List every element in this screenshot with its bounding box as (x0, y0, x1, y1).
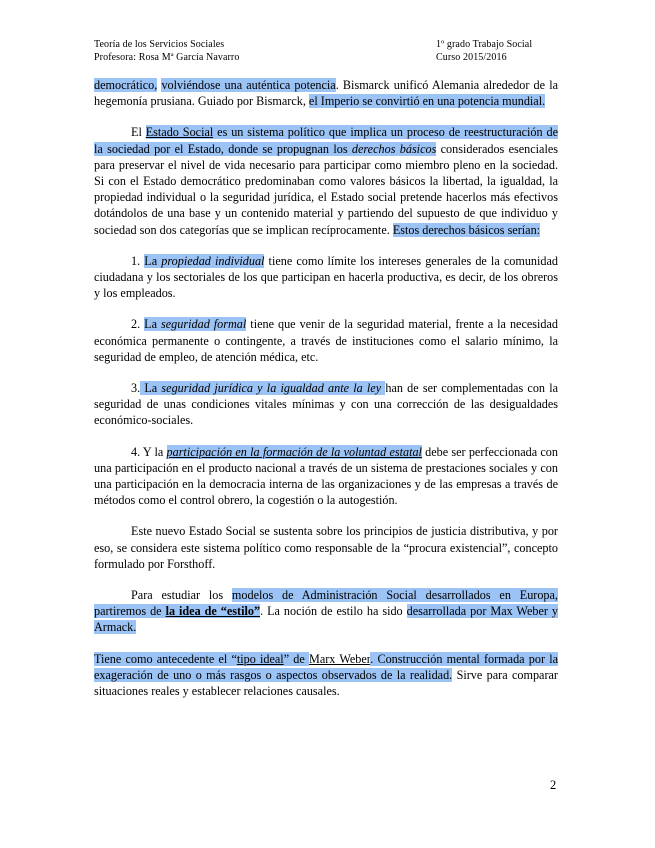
header-left (94, 38, 239, 64)
text: . Bismarck unificó Alemania alrededor de la hegemonía prusiana. Guiado por Bismarck, (94, 78, 559, 109)
professor-name: Profesora: Rosa Mª García Navarro (94, 52, 240, 63)
highlight: desarrollada por Max Weber y Armack. (94, 604, 558, 635)
text: han de ser complementadas con la seguridad de unas condiciones vitales mínimas y con una corrección de las desigualdades económico-sociales. (94, 381, 559, 428)
list-item-1 (94, 253, 558, 302)
highlight: ” de (283, 651, 309, 666)
paragraph-1 (94, 77, 558, 109)
author-name: Marx Weber (309, 651, 371, 666)
document-body (94, 77, 558, 714)
highlight: el Imperio se convirtió en una potencia mundial. (308, 94, 546, 109)
text: Sirve para comparar situaciones reales y establecer relaciones causales. (94, 667, 558, 699)
highlight-underlined: tipo ideal (236, 651, 284, 666)
highlight-italic-underlined: participación en la formación de la voluntad estatal (166, 444, 422, 459)
highlight: . Construcción mental formada por la exageración de uno o más rasgos o aspectos observados de la realidad. (94, 651, 558, 682)
text: considerados esenciales para preservar el nivel de vida necesario para participar como miembro pleno en la sociedad. Si con el Estado democrático predominaban como valores básicos la libertad, la igualdad, la propiedad individual o la seguridad jurídica, el Estado social pretende hacerlos más efectivos dotándolos de una base y un contenido material y partiendo del supuesto de que individuo y sociedad son dos categorías que se implican recíprocamente. (94, 141, 559, 237)
course-title: Teoría de los Servicios Sociales (94, 39, 225, 50)
page-number: 2 (550, 778, 557, 792)
text: Para estudiar los (131, 588, 232, 603)
degree-label: 1º grado Trabajo Social (436, 39, 533, 50)
text: El (131, 125, 146, 140)
list-number: 2. (131, 317, 145, 332)
text: tiene que venir de la seguridad material, frente a la necesidad económica permanente o contingente, a través de instituciones como el salario mínimo, la seguridad de empleo, de atención médica, etc. (94, 317, 559, 364)
header-right (436, 38, 532, 64)
highlight: La (144, 317, 162, 332)
highlight-italic: seguridad formal (161, 317, 247, 332)
paragraph-3 (94, 523, 558, 572)
text: tiene como límite los intereses generales de la comunidad ciudadana y los sectoriales de los que participan en hacerla productiva, es decir, de los obreros y los empleados. (94, 253, 559, 301)
highlight-italic: seguridad jurídica y la igualdad ante la ley (161, 381, 382, 396)
text: debe ser perfeccionada con una participación en el producto nacional a través de un sistema de prestaciones sociales y con una participación en la democracia interna de las organizaciones y de las empresas a través de métodos como el control obrero, la cogestión o la autogestión. (94, 444, 558, 508)
list-number: 4. Y la (131, 444, 167, 459)
text: . La noción de estilo ha sido (260, 604, 407, 619)
list-item-2 (94, 316, 558, 365)
highlight: Estos derechos básicos serían: (392, 222, 541, 237)
highlight: democrático, (94, 78, 158, 92)
list-item-3 (94, 380, 558, 429)
paragraph-5 (94, 651, 558, 700)
paragraph-2 (94, 124, 558, 237)
highlight: volviéndose una auténtica potencia (161, 78, 336, 92)
highlight-bold: la idea de “estilo” (165, 604, 261, 619)
highlight: La (144, 253, 162, 268)
list-item-4 (94, 444, 558, 509)
list-number: 1. (131, 253, 145, 268)
highlight: es un sistema político que implica un proceso de reestructuración de la sociedad por el Estado, donde se propugnan los (94, 125, 558, 156)
academic-year: Curso 2015/2016 (436, 52, 507, 63)
text: Este nuevo Estado Social se sustenta sobre los principios de justicia distributiva, y por eso, se considera este sistema político como responsable de la “procura existencial”, concepto formulado por Forsthoff. (94, 524, 558, 571)
highlight: Tiene como antecedente el “ (94, 651, 237, 666)
highlight: modelos de Administración Social desarrollados en Europa, partiremos de (94, 588, 558, 619)
highlight-italic: propiedad individual (161, 253, 265, 268)
highlight-underlined: Estado Social (145, 125, 214, 140)
highlight: La (140, 381, 162, 396)
highlight-italic: derechos básicos (351, 141, 437, 156)
list-number: 3. (131, 381, 141, 396)
paragraph-4 (94, 587, 558, 636)
